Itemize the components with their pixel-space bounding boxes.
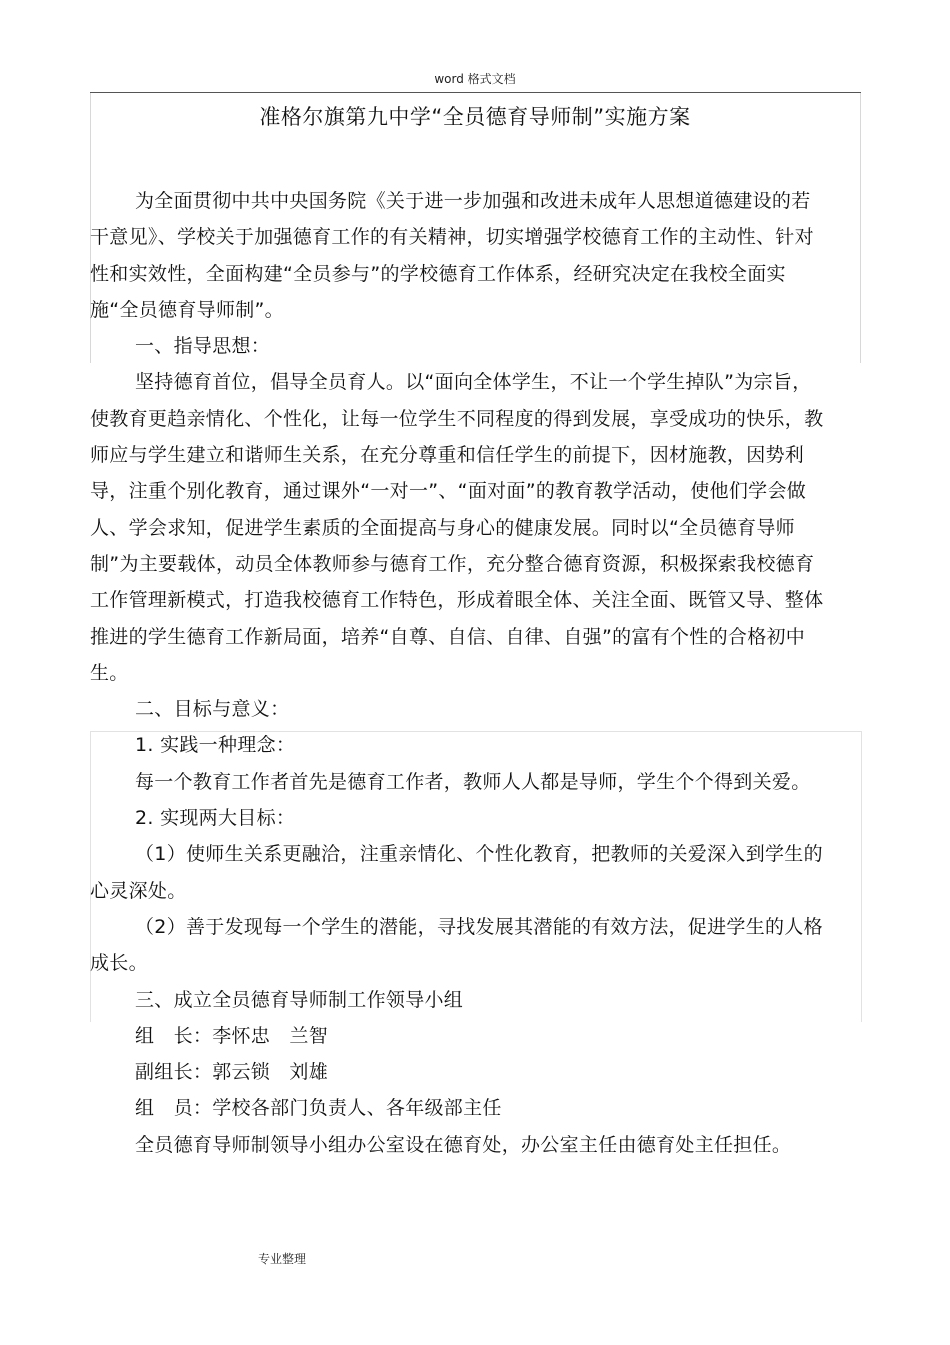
member-line: 组 员：学校各部门负责人、各年级部主任: [135, 1097, 502, 1120]
item1-heading: 1. 实践一种理念：: [135, 734, 296, 757]
header-rule: [90, 92, 861, 93]
page-frame-right: [860, 93, 861, 363]
item2-heading: 2. 实现两大目标：: [135, 807, 296, 830]
page-header: word 格式文档: [434, 72, 516, 86]
deputy-line: 副组长：郭云锁 刘雄: [135, 1061, 329, 1084]
item1-paragraph: 每一个教育工作者首先是德育工作者，教师人人都是导师，学生个个得到关爱。: [135, 770, 811, 793]
section3-heading: 三、成立全员德育导师制工作领导小组: [135, 988, 464, 1011]
section2-heading: 二、目标与意义：: [135, 698, 290, 721]
document-body: [90, 183, 825, 1163]
section1-paragraph: 坚持德育首位，倡导全员育人。以“面向全体学生，不让一个学生掉队”为宗旨，使教育更趋亲情化、个性化，让每一位学生不同程度的得到发展，享受成功的快乐，教师应与学生建立和谐师生关系，在充分尊重和信任学生的前提下，因材施教，因势利导，注重个别化教育，通过课外“一对一”、“面对面”的教育教学活动，使他们学会做人、学会求知，促进学生素质的全面提高与身心的健康发展。同时以“全员德育导师制”为主要载体，动员全体教师参与德育工作，充分整合德育资源，积极探索我校德育工作管理新模式，打造我校德育工作特色，形成着眼全体、关注全面、既管又导、整体推进的学生德育工作新局面，培养“自尊、自信、自律、自强”的富有个性的合格初中生。: [90, 371, 824, 684]
document-title: 准格尔旗第九中学“全员德育导师制”实施方案: [259, 105, 691, 129]
intro-paragraph: 为全面贯彻中共中央国务院《关于进一步加强和改进未成年人思想道德建设的若干意见》、学校关于加强德育工作的有关精神，切实增强学校德育工作的主动性、针对性和实效性，全面构建“全员参与”的学校德育工作体系，经研究决定在我校全面实施“全员德育导师制”。: [90, 190, 814, 321]
office-note: 全员德育导师制领导小组办公室设在德育处，办公室主任由德育处主任担任。: [135, 1133, 792, 1156]
page-footer: 专业整理: [258, 1252, 307, 1266]
item2-goal1: （1）使师生关系更融洽，注重亲情化、个性化教育，把教师的关爱深入到学生的心灵深处。: [90, 843, 823, 902]
item2-goal2: （2）善于发现每一个学生的潜能，寻找发展其潜能的有效方法，促进学生的人格成长。: [90, 915, 823, 975]
section1-heading: 一、指导思想：: [135, 335, 271, 358]
leader-line: 组 长：李怀忠 兰智: [135, 1024, 329, 1047]
